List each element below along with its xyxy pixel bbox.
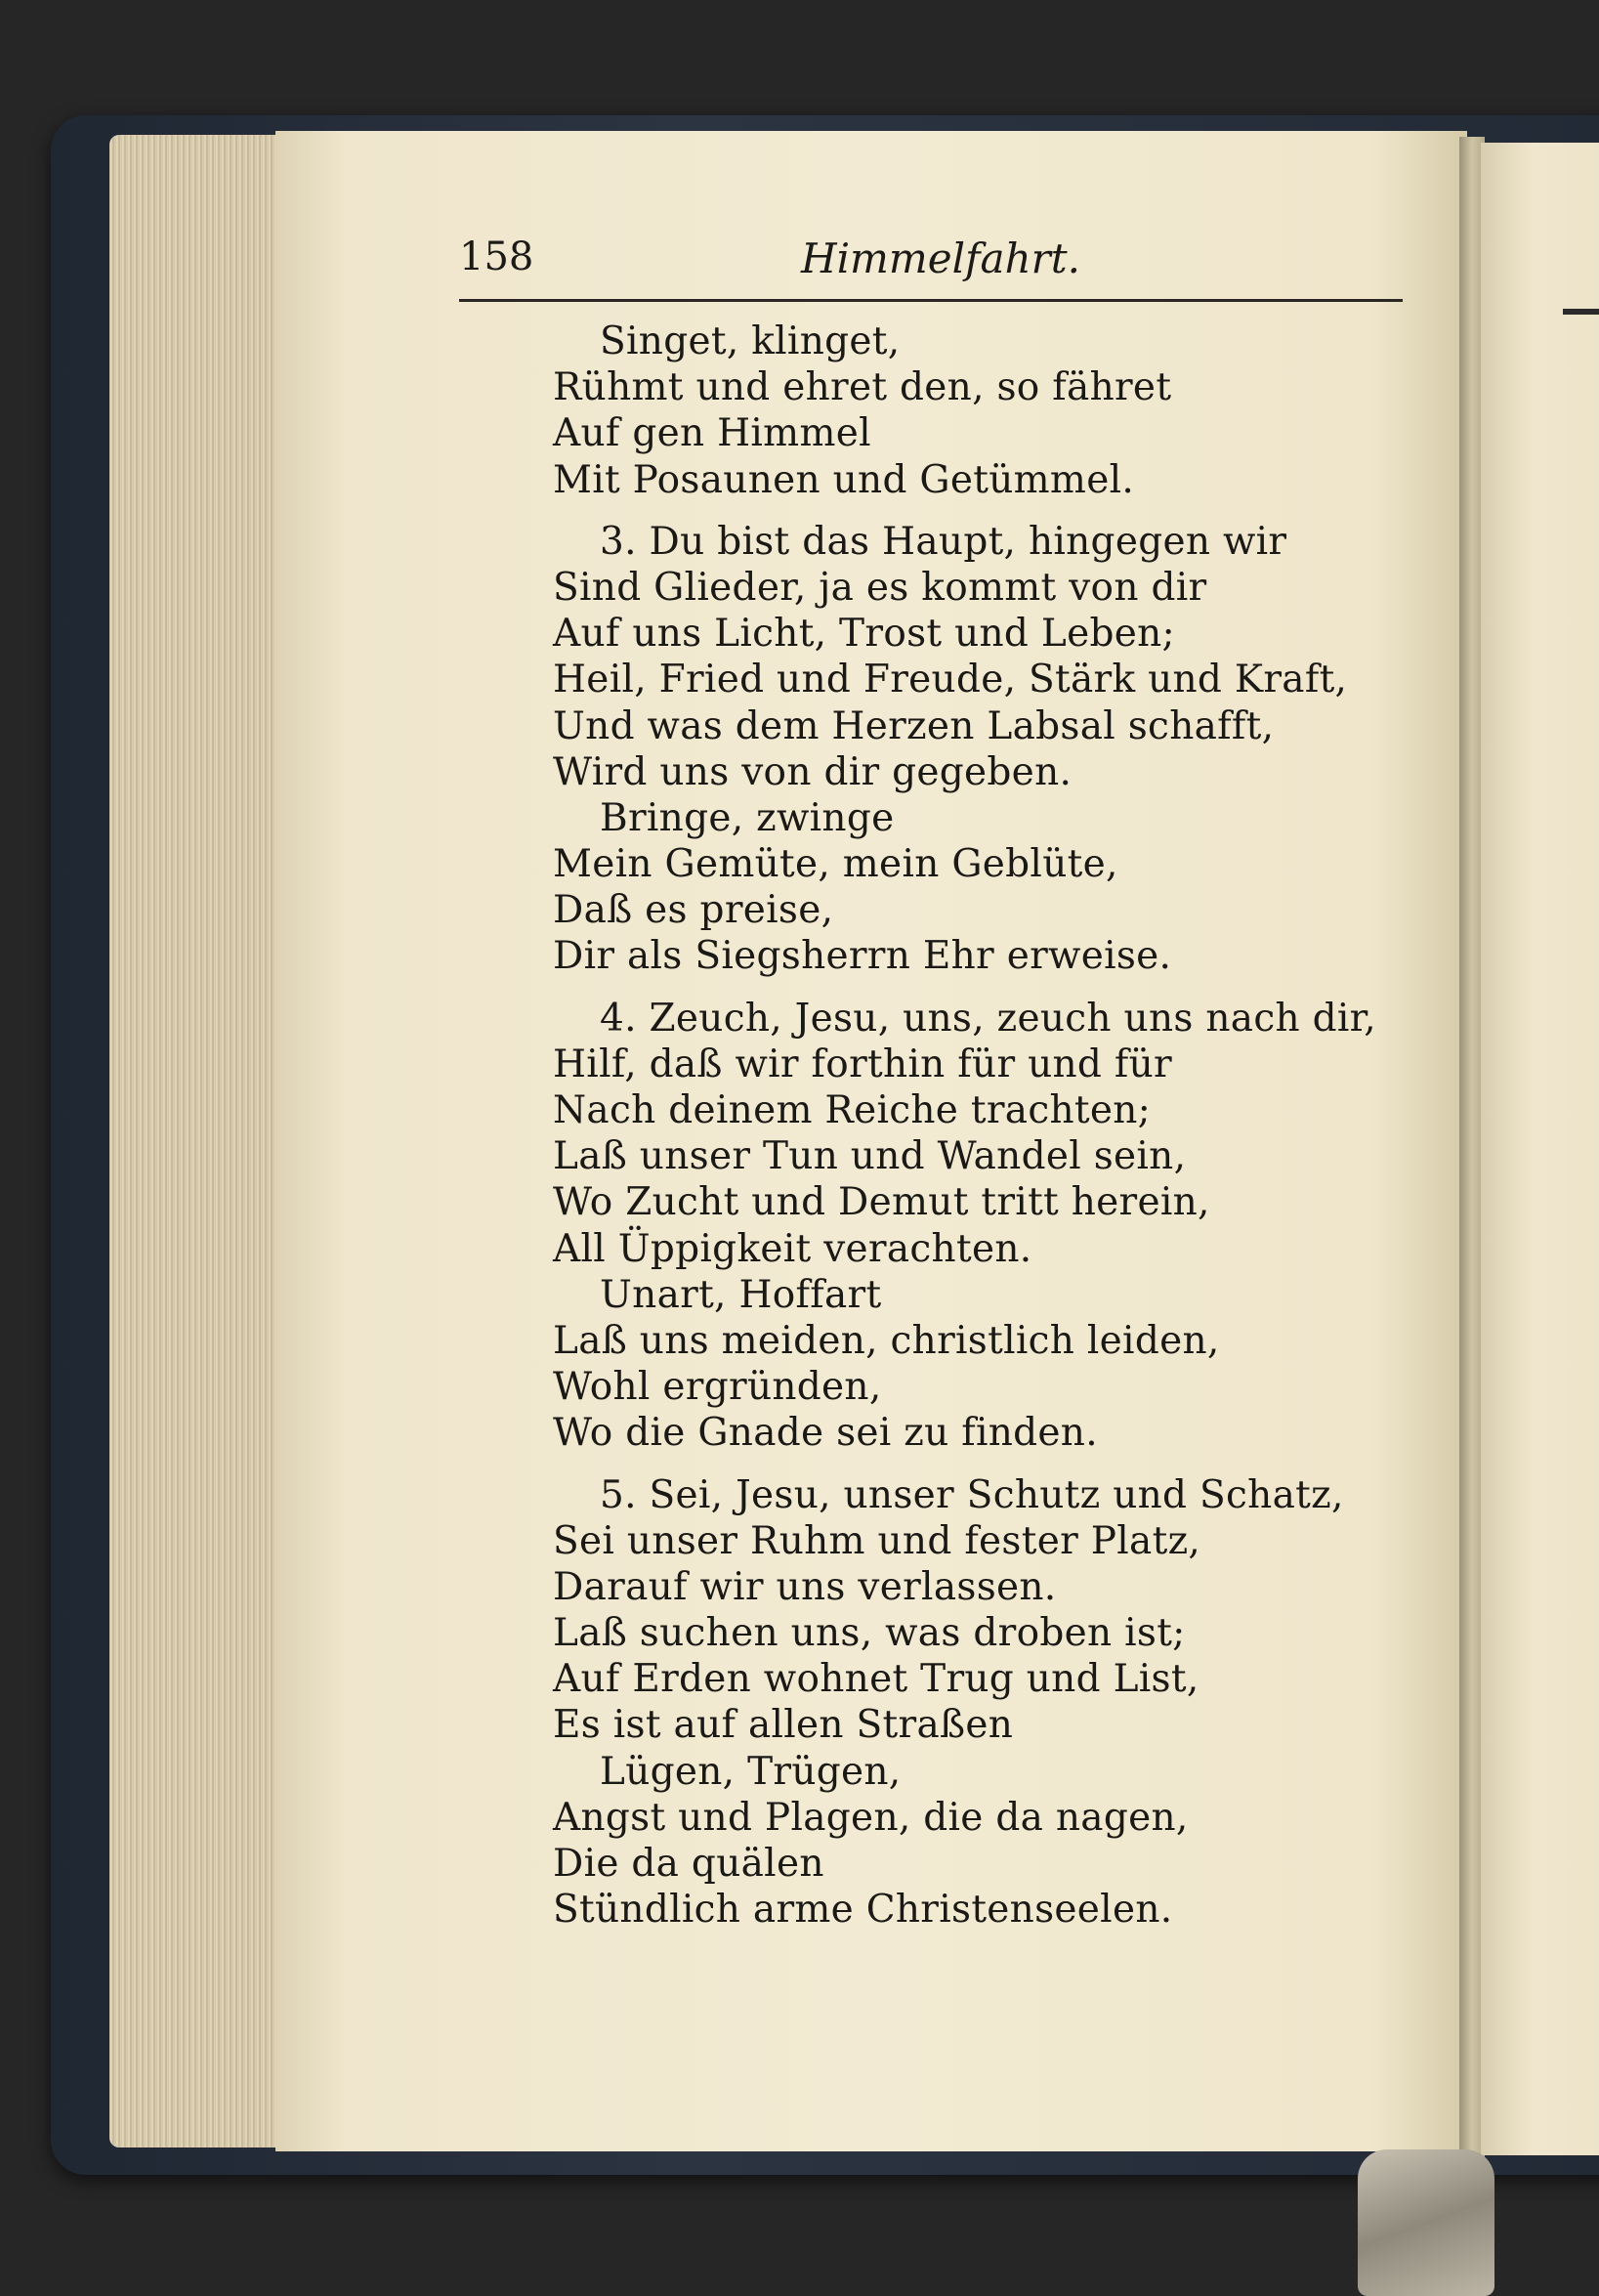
verse-line: Mit Posaunen und Getümmel. — [553, 457, 1135, 502]
verse-line: Nach deinem Reiche trachten; — [553, 1088, 1152, 1132]
verse-line: Auf gen Himmel — [553, 411, 871, 456]
page-number: 158 — [459, 234, 534, 279]
verse-line: Mein Gemüte, mein Geblüte, — [553, 842, 1118, 887]
verse-line: Es ist auf allen Straßen — [553, 1703, 1014, 1748]
verse-line: Auf uns Licht, Trost und Leben; — [553, 612, 1175, 657]
verse-line: Wo die Gnade sei zu finden. — [553, 1411, 1098, 1456]
verse-line: Laß unser Tun und Wandel sein, — [553, 1134, 1187, 1179]
stanza — [553, 996, 1412, 1457]
header-rule — [459, 299, 1403, 302]
page-header — [459, 234, 1403, 289]
stanza-gap — [553, 980, 1412, 996]
verse-line: Wird uns von dir gegeben. — [553, 749, 1073, 794]
verse-line: All Üppigkeit verachten. — [553, 1226, 1032, 1271]
stanza-gap — [553, 1457, 1412, 1472]
verse-line: 4. Zeuch, Jesu, uns, zeuch uns nach dir, — [600, 996, 1377, 1041]
bookmark-ribbon — [1358, 2149, 1494, 2296]
verse-line: Laß uns meiden, christlich leiden, — [553, 1318, 1220, 1363]
verse-line: Hilf, daß wir forthin für und für — [553, 1042, 1172, 1086]
facing-page-rule — [1563, 309, 1599, 315]
page-edges — [109, 135, 285, 2147]
verse-line: Lügen, Trügen, — [600, 1749, 902, 1794]
verse-line: Rühmt und ehret den, so fähret — [553, 365, 1172, 410]
verse-line: Wo Zucht und Demut tritt herein, — [553, 1180, 1210, 1225]
verse-line: Darauf wir uns verlassen. — [553, 1564, 1057, 1609]
stanza — [553, 519, 1412, 980]
verse-line: Wohl ergründen, — [553, 1365, 882, 1410]
verse-line: Singet, klinget, — [600, 319, 901, 363]
verse-line: Bringe, zwinge — [600, 795, 895, 840]
verse-line: Daß es preise, — [553, 888, 834, 933]
stanza — [553, 319, 1412, 503]
facing-page-edge — [1481, 143, 1599, 2155]
stanza — [553, 1472, 1412, 1934]
verse-line: 5. Sei, Jesu, unser Schutz und Schatz, — [600, 1472, 1344, 1517]
verse-line: Angst und Plagen, die da nagen, — [553, 1795, 1189, 1840]
verse-line: Dir als Siegsherrn Ehr erweise. — [553, 934, 1172, 979]
running-title: Himmelfahrt. — [801, 234, 1080, 282]
verse-line: Und was dem Herzen Labsal schafft, — [553, 703, 1275, 748]
stanza-gap — [553, 503, 1412, 519]
verse-line: Heil, Fried und Freude, Stärk und Kraft, — [553, 658, 1348, 702]
verse-line: Unart, Hoffart — [600, 1272, 882, 1317]
verse-line: Laß suchen uns, was droben ist; — [553, 1611, 1186, 1656]
verse-line: 3. Du bist das Haupt, hingegen wir — [600, 519, 1287, 564]
verse-line: Auf Erden wohnet Trug und List, — [553, 1657, 1199, 1702]
verse-line: Sei unser Ruhm und fester Platz, — [553, 1518, 1201, 1563]
verse-line: Stündlich arme Christenseelen. — [553, 1888, 1173, 1933]
hymn-text — [553, 319, 1412, 1933]
verse-line: Die da quälen — [553, 1842, 824, 1886]
verse-line: Sind Glieder, ja es kommt von dir — [553, 565, 1207, 610]
